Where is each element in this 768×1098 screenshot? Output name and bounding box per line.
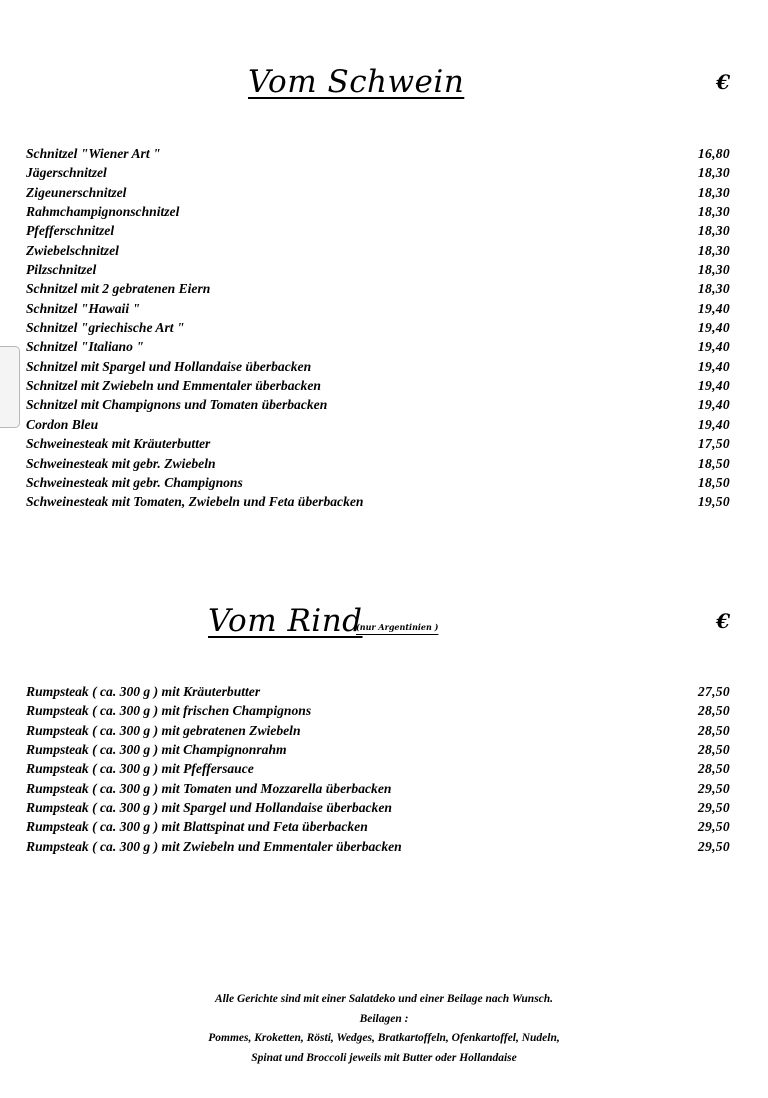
menu-item-name: Rumpsteak ( ca. 300 g ) mit Champignonrahm	[26, 742, 287, 758]
menu-item-row	[26, 759, 730, 778]
menu-item-row	[26, 183, 730, 202]
menu-item-row	[26, 415, 730, 434]
menu-item-row	[26, 318, 730, 337]
menu-item-row	[26, 682, 730, 701]
menu-item-row	[26, 221, 730, 240]
menu-item-price: 19,40	[697, 397, 730, 413]
menu-item-name: Cordon Bleu	[26, 416, 99, 432]
section-header-schwein	[26, 64, 730, 104]
menu-item-price: 19,40	[697, 339, 730, 355]
menu-item-name: Schweinesteak mit gebr. Zwiebeln	[26, 455, 216, 471]
menu-list-schwein	[26, 144, 730, 512]
menu-item-price: 18,30	[697, 204, 730, 220]
menu-item-name: Rumpsteak ( ca. 300 g ) mit Pfeffersauce	[26, 761, 254, 777]
menu-item-price: 18,30	[697, 184, 730, 200]
menu-item-row	[26, 260, 730, 279]
menu-item-row	[26, 492, 730, 511]
menu-item-price: 18,50	[697, 474, 730, 490]
menu-item-row	[26, 701, 730, 720]
menu-item-name: Rumpsteak ( ca. 300 g ) mit Tomaten und Mozzarella überbacken	[26, 780, 392, 796]
menu-item-row	[26, 798, 730, 817]
side-tab-handle[interactable]	[0, 346, 20, 428]
menu-item-price: 19,40	[697, 378, 730, 394]
currency-symbol-schwein: €	[716, 70, 730, 94]
menu-item-name: Schweinesteak mit Kräuterbutter	[26, 436, 211, 452]
menu-item-name: Schnitzel "Wiener Art "	[26, 146, 161, 161]
menu-item-name: Pfefferschnitzel	[26, 223, 115, 239]
menu-item-row	[26, 473, 730, 492]
menu-item-price: 18,30	[697, 281, 730, 297]
menu-item-price: 28,50	[697, 742, 730, 758]
menu-item-row	[26, 454, 730, 473]
menu-item-row	[26, 299, 730, 318]
menu-item-row	[26, 837, 730, 856]
menu-item-price: 19,50	[697, 494, 730, 510]
menu-item-row	[26, 144, 730, 163]
menu-item-row	[26, 817, 730, 836]
section-title-schwein: Vom Schwein	[248, 64, 465, 100]
menu-item-price: 27,50	[697, 684, 730, 699]
menu-item-price: 28,50	[697, 722, 730, 738]
menu-item-name: Rumpsteak ( ca. 300 g ) mit Zwiebeln und Emmentaler überbacken	[26, 838, 402, 854]
menu-item-name: Schnitzel "Hawaii "	[26, 300, 141, 316]
menu-item-name: Schnitzel "griechische Art "	[26, 320, 185, 336]
menu-item-row	[26, 279, 730, 298]
menu-item-name: Schnitzel mit Spargel und Hollandaise überbacken	[26, 358, 312, 374]
menu-item-row	[26, 357, 730, 376]
menu-item-name: Schnitzel mit Champignons und Tomaten überbacken	[26, 397, 328, 413]
menu-item-name: Rumpsteak ( ca. 300 g ) mit Kräuterbutter	[26, 684, 261, 699]
menu-item-price: 19,40	[697, 358, 730, 374]
menu-item-price: 29,50	[697, 780, 730, 796]
menu-item-price: 18,30	[697, 165, 730, 181]
menu-item-name: Zwiebelschnitzel	[26, 242, 119, 258]
menu-item-price: 28,50	[697, 703, 730, 719]
menu-item-row	[26, 241, 730, 260]
menu-item-name: Schnitzel "Italiano "	[26, 339, 144, 355]
menu-item-price: 29,50	[697, 819, 730, 835]
section-subtitle-rind: (nur Argentinien )	[356, 622, 439, 632]
menu-item-price: 29,50	[697, 800, 730, 816]
menu-item-name: Zigeunerschnitzel	[26, 184, 127, 200]
menu-item-name: Schnitzel mit Zwiebeln und Emmentaler überbacken	[26, 378, 321, 394]
menu-item-price: 18,30	[697, 262, 730, 278]
menu-item-name: Rumpsteak ( ca. 300 g ) mit gebratenen Zwiebeln	[26, 722, 301, 738]
footer-line: Beilagen :	[359, 1012, 409, 1025]
menu-item-row	[26, 376, 730, 395]
menu-item-price: 16,80	[697, 146, 730, 161]
menu-item-name: Jägerschnitzel	[26, 165, 107, 181]
menu-item-name: Rumpsteak ( ca. 300 g ) mit frischen Champignons	[26, 703, 312, 719]
menu-item-name: Rahmchampignonschnitzel	[26, 204, 180, 220]
menu-item-row	[26, 779, 730, 798]
menu-item-row	[26, 434, 730, 453]
menu-item-row	[26, 202, 730, 221]
menu-item-price: 19,40	[697, 300, 730, 316]
footer-line: Pommes, Kroketten, Rösti, Wedges, Bratkartoffeln, Ofenkartoffel, Nudeln,	[208, 1032, 560, 1044]
menu-item-price: 19,40	[697, 320, 730, 336]
menu-item-name: Schnitzel mit 2 gebratenen Eiern	[26, 281, 211, 297]
menu-item-row	[26, 163, 730, 182]
menu-item-row	[26, 395, 730, 414]
menu-item-name: Schweinesteak mit gebr. Champignons	[26, 474, 243, 490]
menu-item-price: 28,50	[697, 761, 730, 777]
menu-item-price: 17,50	[697, 436, 730, 452]
footer-line: Alle Gerichte sind mit einer Salatdeko und einer Beilage nach Wunsch.	[214, 993, 554, 1005]
section-header-rind	[26, 603, 730, 643]
menu-item-row	[26, 337, 730, 356]
currency-symbol-rind: €	[716, 609, 730, 633]
menu-item-name: Schweinesteak mit Tomaten, Zwiebeln und Feta überbacken	[26, 494, 364, 510]
section-title-rind: Vom Rind	[208, 603, 363, 639]
menu-item-row	[26, 721, 730, 740]
footer-line: Spinat und Broccoli jeweils mit Butter oder Hollandaise	[251, 1051, 517, 1064]
menu-item-name: Pilzschnitzel	[26, 262, 97, 278]
footer-note	[0, 990, 768, 1068]
menu-item-row	[26, 740, 730, 759]
menu-item-price: 18,50	[697, 455, 730, 471]
menu-item-name: Rumpsteak ( ca. 300 g ) mit Spargel und Hollandaise überbacken	[26, 800, 392, 816]
menu-item-price: 19,40	[697, 416, 730, 432]
menu-list-rind	[26, 682, 730, 856]
menu-item-price: 18,30	[697, 223, 730, 239]
menu-item-price: 29,50	[697, 838, 730, 854]
menu-item-name: Rumpsteak ( ca. 300 g ) mit Blattspinat und Feta überbacken	[26, 819, 368, 835]
menu-item-price: 18,30	[697, 242, 730, 258]
